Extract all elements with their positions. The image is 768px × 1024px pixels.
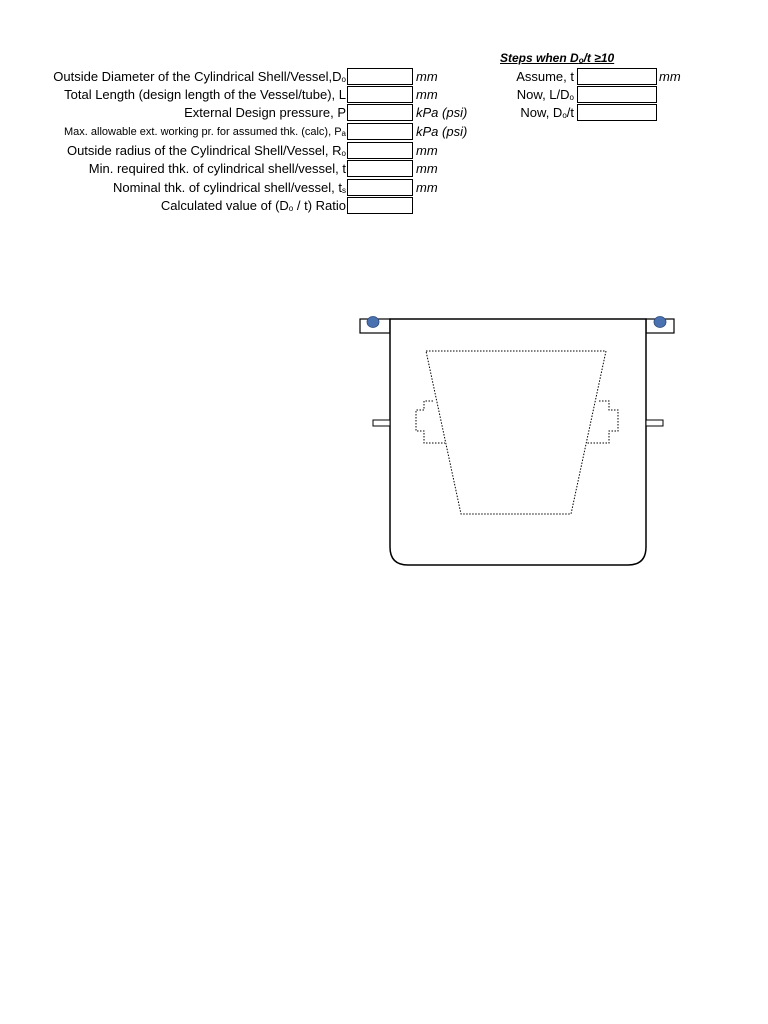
right-lug <box>646 420 663 426</box>
label-l-do: Now, $L/D_o$ <box>516 87 574 102</box>
steps-title: Steps when $D_o/t \ge 10$ <box>500 51 615 65</box>
left-lug <box>373 420 390 426</box>
unit-max-allowable-pressure: kPa (psi) <box>416 124 468 139</box>
unit-nominal-thickness: mm <box>416 180 438 195</box>
label-outside-radius: Outside radius of the Cylindrical Shell/Vessel, $R_o$ <box>66 143 346 158</box>
left-pin <box>367 317 379 328</box>
label-min-required-thickness: Min. required thk. of cylindrical shell/vessel, t <box>88 161 346 176</box>
label-assume-t: Assume, t <box>516 69 574 84</box>
unit-external-pressure: kPa (psi) <box>416 105 468 120</box>
unit-outside-diameter: mm <box>416 69 438 84</box>
unit-outside-radius: mm <box>416 143 438 158</box>
label-do-t-ratio: Calculated value of $(D_o / t)$ Ratio <box>160 198 346 213</box>
label-nominal-thickness: Nominal thk. of cylindrical shell/vessel, $t_s$ <box>112 180 346 195</box>
label-max-allowable-pressure: Max. allowable ext. working pr. for assumed thk. (calc), $P_a$ <box>63 126 346 138</box>
label-total-length: Total Length (design length of the Vessel/tube), L <box>64 87 346 102</box>
unit-min-required-thickness: mm <box>416 161 438 176</box>
label-outside-diameter: Outside Diameter of the Cylindrical Shell/$Vessel,D_o$ <box>53 69 346 84</box>
unit-total-length: mm <box>416 87 438 102</box>
vessel-shell <box>390 319 646 565</box>
right-pin <box>654 317 666 328</box>
label-do-t: Now, $D_o/t$ <box>520 105 574 120</box>
unit-assume-t: mm <box>659 69 681 84</box>
label-external-pressure: External Design pressure, P <box>184 105 346 120</box>
